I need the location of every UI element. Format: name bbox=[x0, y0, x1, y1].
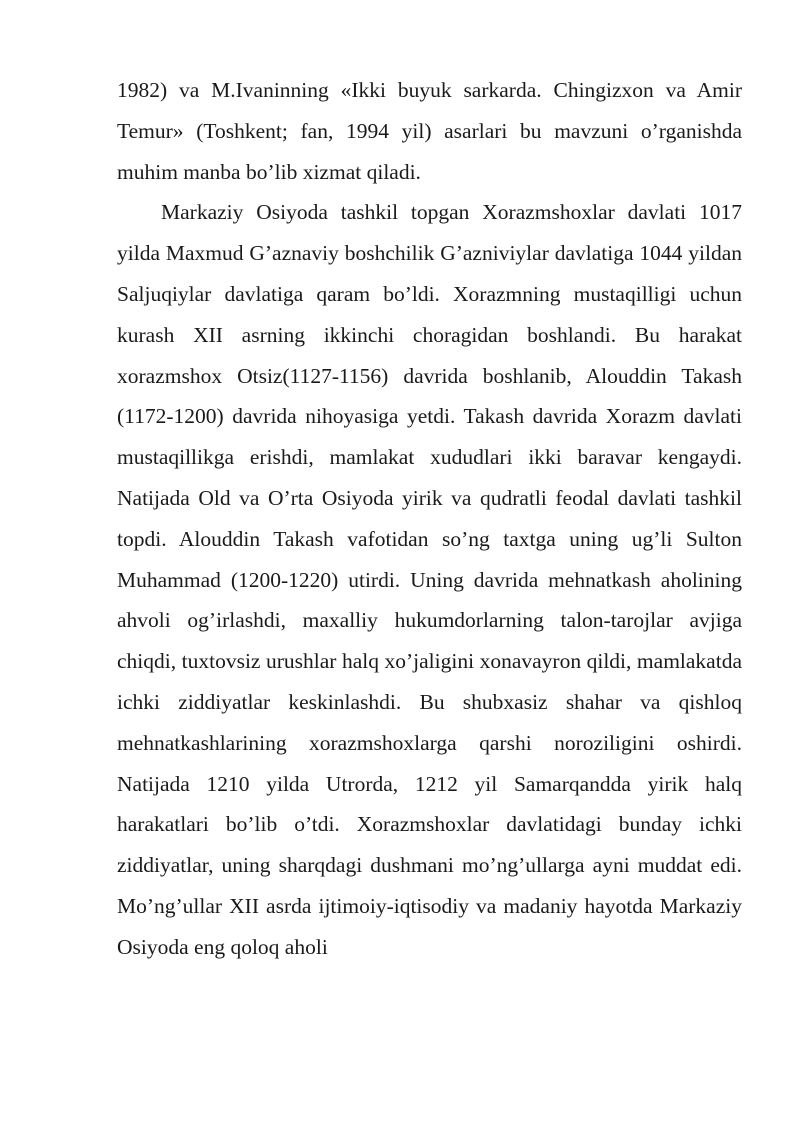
document-page bbox=[117, 70, 742, 968]
paragraph-main: Markaziy Osiyoda tashkil topgan Xorazmshoxlar davlati 1017 yilda Maxmud G’aznaviy boshchilik G’azniviylar davlatiga 1044 yildan Saljuqiylar davlatiga qaram bo’ldi. Xorazmning mustaqilligi uchun kurash XII asrning ikkinchi choragidan boshlandi. Bu harakat xorazmshox Otsiz(1127-1156) davrida boshlanib, Alouddin Takash (1172-1200) davrida nihoyasiga yetdi. Takash davrida Xorazm davlati mustaqillikga erishdi, mamlakat xududlari ikki baravar kengaydi. Natijada Old va O’rta Osiyoda yirik va qudratli feodal davlati tashkil topdi. Alouddin Takash vafotidan so’ng taxtga uning ug’li Sulton Muhammad (1200-1220) utirdi. Uning davrida mehnatkash aholining ahvoli og’irlashdi, maxalliy hukumdorlarning talon-tarojlar avjiga chiqdi, tuxtovsiz urushlar halq xo’jaligini xonavayron qildi, mamlakatda ichki ziddiyatlar keskinlashdi. Bu shubxasiz shahar va qishloq mehnatkashlarining xorazmshoxlarga qarshi noroziligini oshirdi. Natijada 1210 yilda Utrorda, 1212 yil Samarqandda yirik halq harakatlari bo’lib o’tdi. Xorazmshoxlar davlatidagi bunday ichki ziddiyatlar, uning sharqdagi dushmani mo’ng’ullarga ayni muddat edi. Mo’ng’ullar XII asrda ijtimoiy-iqtisodiy va madaniy hayotda Markaziy Osiyoda eng qoloq aholi bbox=[117, 200, 742, 959]
paragraph-intro: 1982) va M.Ivaninning «Ikki buyuk sarkarda. Chingizxon va Amir Temur» (Toshkent; fan, 1994 yil) asarlari bu mavzuni o’rganishda muhim manba bo’lib xizmat qiladi. bbox=[117, 78, 742, 184]
